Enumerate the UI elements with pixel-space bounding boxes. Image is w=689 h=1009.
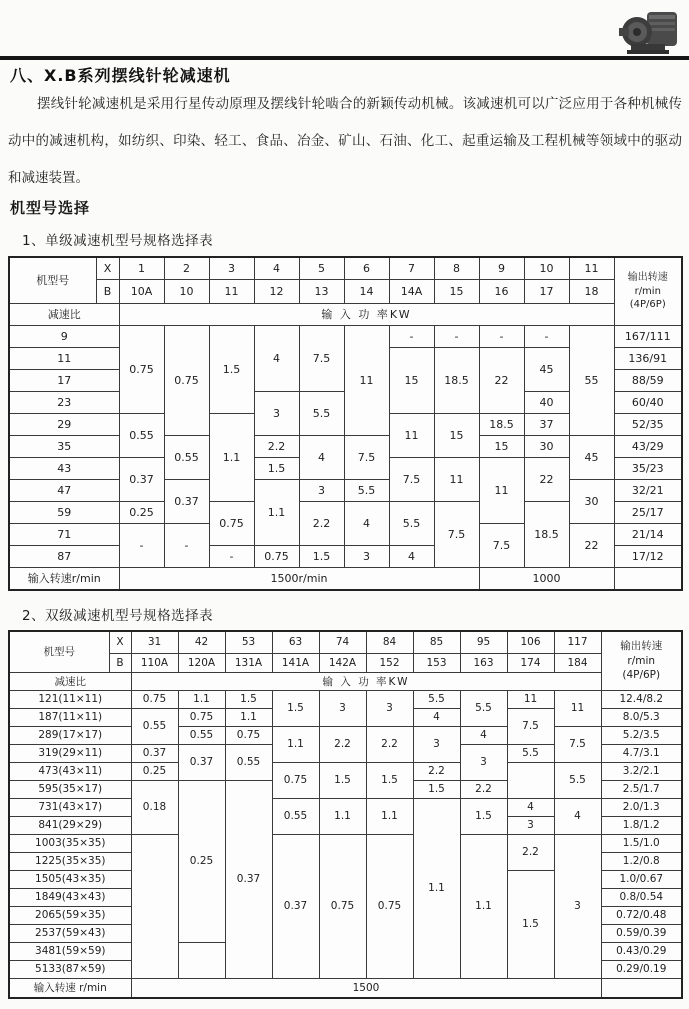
ratio-cell: 2065(59×35) xyxy=(9,906,131,924)
power-cell: 163 xyxy=(460,653,507,672)
power-cell: 1.1 xyxy=(178,690,225,708)
power-cell: 0.75 xyxy=(272,762,319,798)
power-cell: 1.1 xyxy=(319,798,366,834)
power-cell: 11 xyxy=(434,457,479,501)
power-cell: 0.55 xyxy=(164,435,209,479)
output-speed-header: 输出转速 r/min (4P/6P) xyxy=(614,257,682,325)
output-cell: 0.43/0.29 xyxy=(601,942,682,960)
power-cell: 22 xyxy=(569,523,614,567)
ratio-cell: 1849(43×43) xyxy=(9,888,131,906)
output-cell: 0.72/0.48 xyxy=(601,906,682,924)
power-cell: 4 xyxy=(254,257,299,279)
power-cell: 5 xyxy=(299,257,344,279)
ratio-cell: 1505(43×35) xyxy=(9,870,131,888)
power-cell xyxy=(601,978,682,998)
power-cell: 7.5 xyxy=(299,325,344,391)
output-cell: 4.7/3.1 xyxy=(601,744,682,762)
ratio-cell: 23 xyxy=(9,391,119,413)
power-cell: 7.5 xyxy=(554,726,601,762)
power-cell: 4 xyxy=(389,545,434,567)
table-row xyxy=(9,798,682,816)
power-cell: 6 xyxy=(344,257,389,279)
output-cell: 0.29/0.19 xyxy=(601,960,682,978)
ratio-cell: 1003(35×35) xyxy=(9,834,131,852)
power-cell: 7.5 xyxy=(344,435,389,479)
power-cell: 8 xyxy=(434,257,479,279)
ratio-cell: 43 xyxy=(9,457,119,479)
power-cell: 95 xyxy=(460,631,507,653)
power-cell: 2 xyxy=(164,257,209,279)
power-cell: - xyxy=(164,523,209,567)
power-cell: 18.5 xyxy=(434,347,479,413)
power-cell: 0.55 xyxy=(272,798,319,834)
ratio-cell: 319(29×11) xyxy=(9,744,131,762)
power-cell: 11 xyxy=(554,690,601,726)
power-cell: 7 xyxy=(389,257,434,279)
power-cell: 11 xyxy=(569,257,614,279)
ratio-cell: 71 xyxy=(9,523,119,545)
power-cell: 5.5 xyxy=(554,762,601,798)
power-cell: 3 xyxy=(319,690,366,726)
ratio-cell: 29 xyxy=(9,413,119,435)
power-cell xyxy=(614,567,682,590)
output-cell: 1.5/1.0 xyxy=(601,834,682,852)
power-cell: 2.2 xyxy=(254,435,299,457)
ratio-cell: 5133(87×59) xyxy=(9,960,131,978)
power-cell: 11 xyxy=(507,690,554,708)
single-stage-selection-table xyxy=(8,256,683,591)
power-cell xyxy=(178,942,225,978)
power-cell: 14A xyxy=(389,279,434,303)
power-cell: 0.55 xyxy=(225,744,272,780)
power-cell: 106 xyxy=(507,631,554,653)
power-cell: 3 xyxy=(413,726,460,762)
power-cell: 18 xyxy=(569,279,614,303)
power-cell: 110A xyxy=(131,653,178,672)
power-cell: 1.5 xyxy=(299,545,344,567)
doc-title: 八、X.B系列摆线针轮减速机 xyxy=(10,66,231,85)
table-row xyxy=(9,257,682,279)
ratio-cell: 595(35×17) xyxy=(9,780,131,798)
power-cell: 0.37 xyxy=(131,744,178,762)
power-cell: 13 xyxy=(299,279,344,303)
power-cell: 10 xyxy=(164,279,209,303)
output-cell: 2.5/1.7 xyxy=(601,780,682,798)
table-row xyxy=(9,834,682,852)
power-cell: 10 xyxy=(524,257,569,279)
power-cell: 0.75 xyxy=(254,545,299,567)
power-cell: 1.5 xyxy=(254,457,299,479)
table-row xyxy=(9,303,682,325)
power-cell: 153 xyxy=(413,653,460,672)
table-row xyxy=(9,762,682,780)
power-cell: 4 xyxy=(554,798,601,834)
power-cell: 0.75 xyxy=(366,834,413,978)
power-cell: 2.2 xyxy=(366,726,413,762)
power-cell: 2.2 xyxy=(319,726,366,762)
power-cell: 5.5 xyxy=(460,690,507,726)
output-cell: 17/12 xyxy=(614,545,682,567)
ratio-cell: 289(17×17) xyxy=(9,726,131,744)
output-cell: 12.4/8.2 xyxy=(601,690,682,708)
output-cell: 1.0/0.67 xyxy=(601,870,682,888)
ratio-label: 减速比 xyxy=(9,672,131,690)
input-speed-label: 输入转速 r/min xyxy=(9,978,131,998)
output-cell: 35/23 xyxy=(614,457,682,479)
power-cell: 3 xyxy=(507,816,554,834)
power-cell: 142A xyxy=(319,653,366,672)
power-cell: 1.1 xyxy=(413,798,460,978)
output-cell: 32/21 xyxy=(614,479,682,501)
power-cell: 1.5 xyxy=(507,870,554,978)
output-cell: 1.8/1.2 xyxy=(601,816,682,834)
power-cell: 0.37 xyxy=(178,744,225,780)
ratio-cell: 47 xyxy=(9,479,119,501)
power-cell: 37 xyxy=(524,413,569,435)
input-power-header: 输 入 功 率KW xyxy=(119,303,614,325)
power-cell: 55 xyxy=(569,325,614,435)
power-cell: 30 xyxy=(569,479,614,523)
power-cell: 131A xyxy=(225,653,272,672)
table-row xyxy=(9,690,682,708)
power-cell: 0.55 xyxy=(131,708,178,744)
double-stage-selection-table xyxy=(8,630,683,999)
power-cell: 74 xyxy=(319,631,366,653)
power-cell: 17 xyxy=(524,279,569,303)
power-cell: 7.5 xyxy=(479,523,524,567)
ratio-cell: 59 xyxy=(9,501,119,523)
power-cell: 9 xyxy=(479,257,524,279)
power-cell: 0.75 xyxy=(164,325,209,435)
power-cell: 10A xyxy=(119,279,164,303)
output-cell: 88/59 xyxy=(614,369,682,391)
power-cell: 14 xyxy=(344,279,389,303)
table-row xyxy=(9,435,682,457)
power-cell: 1.5 xyxy=(366,762,413,798)
power-cell: 15 xyxy=(434,279,479,303)
output-cell: 1.2/0.8 xyxy=(601,852,682,870)
model-no-label: 机型号 xyxy=(9,631,109,672)
power-cell: 63 xyxy=(272,631,319,653)
power-cell: 15 xyxy=(434,413,479,457)
power-cell: 4 xyxy=(507,798,554,816)
horizontal-rule xyxy=(0,56,689,60)
power-cell: 11 xyxy=(209,279,254,303)
power-cell: 4 xyxy=(460,726,507,744)
power-cell: 3 xyxy=(209,257,254,279)
model-no-label: 机型号 xyxy=(9,257,96,303)
power-cell: 1 xyxy=(119,257,164,279)
output-cell: 60/40 xyxy=(614,391,682,413)
power-cell: 3 xyxy=(554,834,601,978)
cycloidal-reducer-photo xyxy=(607,6,683,58)
section-title: 机型号选择 xyxy=(10,199,91,217)
power-cell: - xyxy=(389,325,434,347)
b-row-label: B xyxy=(109,653,131,672)
power-cell: 0.37 xyxy=(119,457,164,501)
power-cell: 0.37 xyxy=(164,479,209,523)
power-cell: 117 xyxy=(554,631,601,653)
power-cell: 84 xyxy=(366,631,413,653)
output-cell: 3.2/2.1 xyxy=(601,762,682,780)
input-speed-value: 1500 xyxy=(131,978,601,998)
power-cell: 18.5 xyxy=(524,501,569,567)
power-cell: 5.5 xyxy=(344,479,389,501)
power-cell: 1.1 xyxy=(460,834,507,978)
power-cell: 45 xyxy=(569,435,614,479)
power-cell: 11 xyxy=(344,325,389,435)
power-cell: 15 xyxy=(479,435,524,457)
reducer-photo-image xyxy=(607,6,683,58)
power-cell: 0.75 xyxy=(319,834,366,978)
power-cell: 15 xyxy=(389,347,434,413)
power-cell: 4 xyxy=(413,708,460,726)
power-cell: 1.1 xyxy=(209,413,254,501)
power-cell: 11 xyxy=(479,457,524,523)
power-cell: 1.1 xyxy=(254,479,299,545)
ratio-cell: 17 xyxy=(9,369,119,391)
power-cell: 0.37 xyxy=(272,834,319,978)
output-cell: 167/111 xyxy=(614,325,682,347)
table-row xyxy=(9,279,682,303)
power-cell: 1.5 xyxy=(319,762,366,798)
table-row xyxy=(9,653,682,672)
power-cell: 0.25 xyxy=(178,780,225,942)
table-row xyxy=(9,567,682,590)
x-row-label: X xyxy=(96,257,119,279)
table-row xyxy=(9,726,682,744)
power-cell xyxy=(507,762,554,798)
power-cell: 3 xyxy=(344,545,389,567)
output-speed-header: 输出转速 r/min (4P/6P) xyxy=(601,631,682,690)
power-cell: 4 xyxy=(299,435,344,479)
power-cell: - xyxy=(209,545,254,567)
output-cell: 0.59/0.39 xyxy=(601,924,682,942)
output-cell: 25/17 xyxy=(614,501,682,523)
power-cell: - xyxy=(524,325,569,347)
table-row xyxy=(9,479,682,501)
ratio-cell: 35 xyxy=(9,435,119,457)
ratio-cell: 9 xyxy=(9,325,119,347)
power-cell: 0.37 xyxy=(225,780,272,978)
power-cell: 174 xyxy=(507,653,554,672)
power-cell: 53 xyxy=(225,631,272,653)
power-cell: 12 xyxy=(254,279,299,303)
power-cell: 184 xyxy=(554,653,601,672)
table1-caption: 1、单级减速机型号规格选择表 xyxy=(22,233,214,249)
output-cell: 21/14 xyxy=(614,523,682,545)
power-cell: 1.5 xyxy=(272,690,319,726)
ratio-cell: 11 xyxy=(9,347,119,369)
output-cell: 0.8/0.54 xyxy=(601,888,682,906)
power-cell: 7.5 xyxy=(434,501,479,567)
power-cell: 1.1 xyxy=(272,726,319,762)
power-cell: 141A xyxy=(272,653,319,672)
power-cell: 5.5 xyxy=(507,744,554,762)
power-cell: 0.25 xyxy=(119,501,164,523)
power-cell: 1.5 xyxy=(413,780,460,798)
power-cell: 22 xyxy=(479,347,524,413)
power-cell: 0.75 xyxy=(119,325,164,413)
power-cell: - xyxy=(434,325,479,347)
power-cell: 3 xyxy=(366,690,413,726)
input-power-header: 输 入 功 率KW xyxy=(131,672,601,690)
ratio-cell: 1225(35×35) xyxy=(9,852,131,870)
power-cell: 4 xyxy=(254,325,299,391)
table-row xyxy=(9,325,682,347)
output-cell: 43/29 xyxy=(614,435,682,457)
output-cell: 8.0/5.3 xyxy=(601,708,682,726)
power-cell: - xyxy=(479,325,524,347)
power-cell: 2.2 xyxy=(413,762,460,780)
power-cell: 1.5 xyxy=(225,690,272,708)
power-cell: 16 xyxy=(479,279,524,303)
input-speed-value: 1500r/min xyxy=(119,567,479,590)
power-cell: 152 xyxy=(366,653,413,672)
output-cell: 52/35 xyxy=(614,413,682,435)
power-cell: 2.2 xyxy=(460,780,507,798)
power-cell: 1.1 xyxy=(225,708,272,726)
output-cell: 2.0/1.3 xyxy=(601,798,682,816)
intro-paragraph: 摆线针轮减速机是采用行星传动原理及摆线针轮啮合的新颖传动机械。该减速机可以广泛应用于各种机械传动中的减速机构，如纺织、印染、轻工、食品、冶金、矿山、石油、化工、起重运输及工程机械等领域中的驱动和减速装置。 xyxy=(8,96,682,186)
b-row-label: B xyxy=(96,279,119,303)
power-cell: 120A xyxy=(178,653,225,672)
power-cell: 5.5 xyxy=(299,391,344,435)
power-cell: 2.2 xyxy=(299,501,344,545)
power-cell: 0.75 xyxy=(178,708,225,726)
power-cell: 5.5 xyxy=(413,690,460,708)
power-cell: 0.55 xyxy=(119,413,164,457)
power-cell xyxy=(131,834,178,978)
power-cell: 4 xyxy=(344,501,389,545)
ratio-cell: 87 xyxy=(9,545,119,567)
power-cell: 3 xyxy=(254,391,299,435)
ratio-cell: 3481(59×59) xyxy=(9,942,131,960)
power-cell: 1.5 xyxy=(460,798,507,834)
table2-caption: 2、双级减速机型号规格选择表 xyxy=(22,608,214,624)
power-cell: - xyxy=(119,523,164,567)
ratio-cell: 187(11×11) xyxy=(9,708,131,726)
power-cell: 0.18 xyxy=(131,780,178,834)
ratio-cell: 121(11×11) xyxy=(9,690,131,708)
ratio-label: 减速比 xyxy=(9,303,119,325)
power-cell: 0.75 xyxy=(131,690,178,708)
power-cell: 7.5 xyxy=(389,457,434,501)
input-speed-label: 输入转速r/min xyxy=(9,567,119,590)
power-cell: 0.75 xyxy=(209,501,254,545)
ratio-cell: 731(43×17) xyxy=(9,798,131,816)
power-cell: 0.25 xyxy=(131,762,178,780)
x-row-label: X xyxy=(109,631,131,653)
table-row xyxy=(9,672,682,690)
power-cell: 3 xyxy=(299,479,344,501)
table-row xyxy=(9,631,682,653)
power-cell: 3 xyxy=(460,744,507,780)
ratio-cell: 2537(59×43) xyxy=(9,924,131,942)
power-cell: 1.1 xyxy=(366,798,413,834)
power-cell: 0.75 xyxy=(225,726,272,744)
power-cell: 40 xyxy=(524,391,569,413)
ratio-cell: 841(29×29) xyxy=(9,816,131,834)
table-row xyxy=(9,978,682,998)
power-cell: 7.5 xyxy=(507,708,554,744)
power-cell: 42 xyxy=(178,631,225,653)
input-speed-value: 1000 xyxy=(479,567,614,590)
power-cell: 18.5 xyxy=(479,413,524,435)
power-cell: 2.2 xyxy=(507,834,554,870)
power-cell: 11 xyxy=(389,413,434,457)
power-cell: 22 xyxy=(524,457,569,501)
power-cell: 31 xyxy=(131,631,178,653)
output-cell: 5.2/3.5 xyxy=(601,726,682,744)
power-cell: 1.5 xyxy=(209,325,254,413)
power-cell: 30 xyxy=(524,435,569,457)
output-cell: 136/91 xyxy=(614,347,682,369)
power-cell: 5.5 xyxy=(389,501,434,545)
ratio-cell: 473(43×11) xyxy=(9,762,131,780)
power-cell: 45 xyxy=(524,347,569,391)
power-cell: 85 xyxy=(413,631,460,653)
power-cell: 0.55 xyxy=(178,726,225,744)
